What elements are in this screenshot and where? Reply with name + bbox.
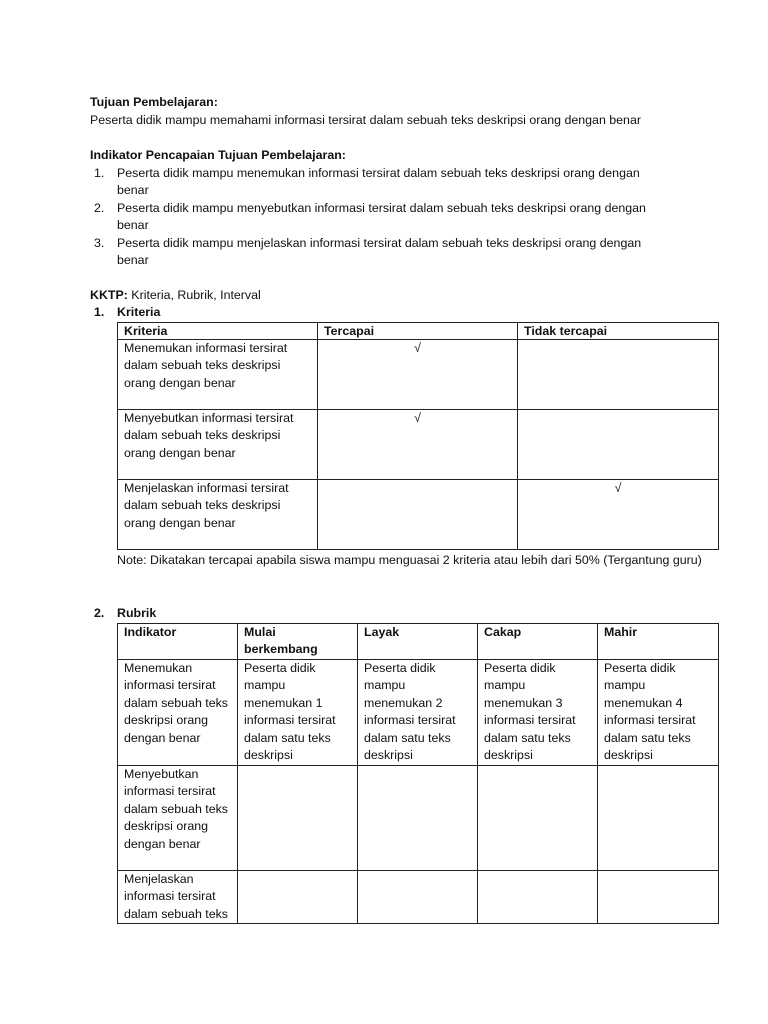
section-number: 2. [94,606,105,620]
table-row [118,479,719,549]
kriteria-note: Note: Dikatakan tercapai apabila siswa mampu menguasai 2 kriteria atau lebih dari 50% (Tergantung guru) [117,552,702,567]
rubrik-section-title [90,605,730,623]
table-header-row [118,322,719,339]
section-title: Kriteria [117,305,161,319]
column-header: Kriteria [118,322,318,339]
mulai-berkembang-cell: Peserta didik mampu menemukan 1 informasi tersirat dalam satu teks deskripsi [238,659,358,765]
column-header: Tercapai [318,322,518,339]
indikator-cell: Menyebutkan informasi tersirat dalam sebuah teks deskripsi orang dengan benar [118,765,238,870]
indikator-list [90,165,730,270]
list-item-text: Peserta didik mampu menemukan informasi tersirat dalam sebuah teks deskripsi orang dengan benar [117,165,640,197]
kriteria-cell: Menemukan informasi tersirat dalam sebuah teks deskripsi orang dengan benar [118,339,318,409]
mahir-cell [598,870,719,924]
table-row [118,765,719,870]
kriteria-cell: Menyebutkan informasi tersirat dalam sebuah teks deskripsi orang dengan benar [118,409,318,479]
indikator-heading: Indikator Pencapaian Tujuan Pembelajaran: [90,148,346,162]
list-item-text: Peserta didik mampu menjelaskan informasi tersirat dalam sebuah teks deskripsi orang dengan benar [117,235,642,267]
tidak-tercapai-cell: √ [518,479,719,549]
table-row [118,409,719,479]
mahir-cell [598,765,719,870]
list-item-number: 2. [94,200,105,215]
mahir-cell: Peserta didik mampu menemukan 4 informasi tersirat dalam satu teks deskripsi [598,659,719,765]
list-item [90,235,662,270]
column-header: Mahir [598,623,719,659]
cakap-cell: Peserta didik mampu menemukan 3 informasi tersirat dalam satu teks deskripsi [478,659,598,765]
column-header: Tidak tercapai [518,322,719,339]
spacer [90,129,730,147]
column-header: Cakap [478,623,598,659]
tidak-tercapai-cell [518,409,719,479]
list-item-text: Peserta didik mampu menyebutkan informasi tersirat dalam sebuah teks deskripsi orang dengan benar [117,200,646,232]
layak-cell [358,765,478,870]
tercapai-cell [318,479,518,549]
section-title: Rubrik [117,606,157,620]
column-header: Layak [358,623,478,659]
mulai-berkembang-cell [238,765,358,870]
list-item [90,165,662,200]
column-header: Indikator [118,623,238,659]
layak-cell [358,870,478,924]
tercapai-cell: √ [318,339,518,409]
indikator-cell: Menjelaskan informasi tersirat dalam sebuah teks [118,870,238,924]
section-number: 1. [94,305,105,319]
cakap-cell [478,765,598,870]
indikator-cell: Menemukan informasi tersirat dalam sebuah teks deskripsi orang dengan benar [118,659,238,765]
kriteria-section-title [90,304,730,322]
column-header: Mulai berkembang [238,623,358,659]
tidak-tercapai-cell [518,339,719,409]
tujuan-text: Peserta didik mampu memahami informasi tersirat dalam sebuah teks deskripsi orang dengan benar [90,112,641,127]
cakap-cell [478,870,598,924]
tercapai-cell: √ [318,409,518,479]
layak-cell: Peserta didik mampu menemukan 2 informasi tersirat dalam satu teks deskripsi [358,659,478,765]
mulai-berkembang-cell [238,870,358,924]
kktp-line [90,287,730,305]
list-item-number: 1. [94,165,105,180]
kktp-text: Kriteria, Rubrik, Interval [127,287,261,302]
tujuan-heading: Tujuan Pembelajaran: [90,95,218,109]
table-row [118,870,719,924]
list-item-number: 3. [94,235,105,250]
kriteria-table [117,322,719,550]
kktp-label: KKTP: [90,287,128,302]
rubrik-table [117,623,719,925]
kriteria-cell: Menjelaskan informasi tersirat dalam sebuah teks deskripsi orang dengan benar [118,479,318,549]
table-header-row [118,623,719,659]
list-item [90,200,662,235]
table-row [118,339,719,409]
table-row [118,659,719,765]
document-page [90,94,730,924]
